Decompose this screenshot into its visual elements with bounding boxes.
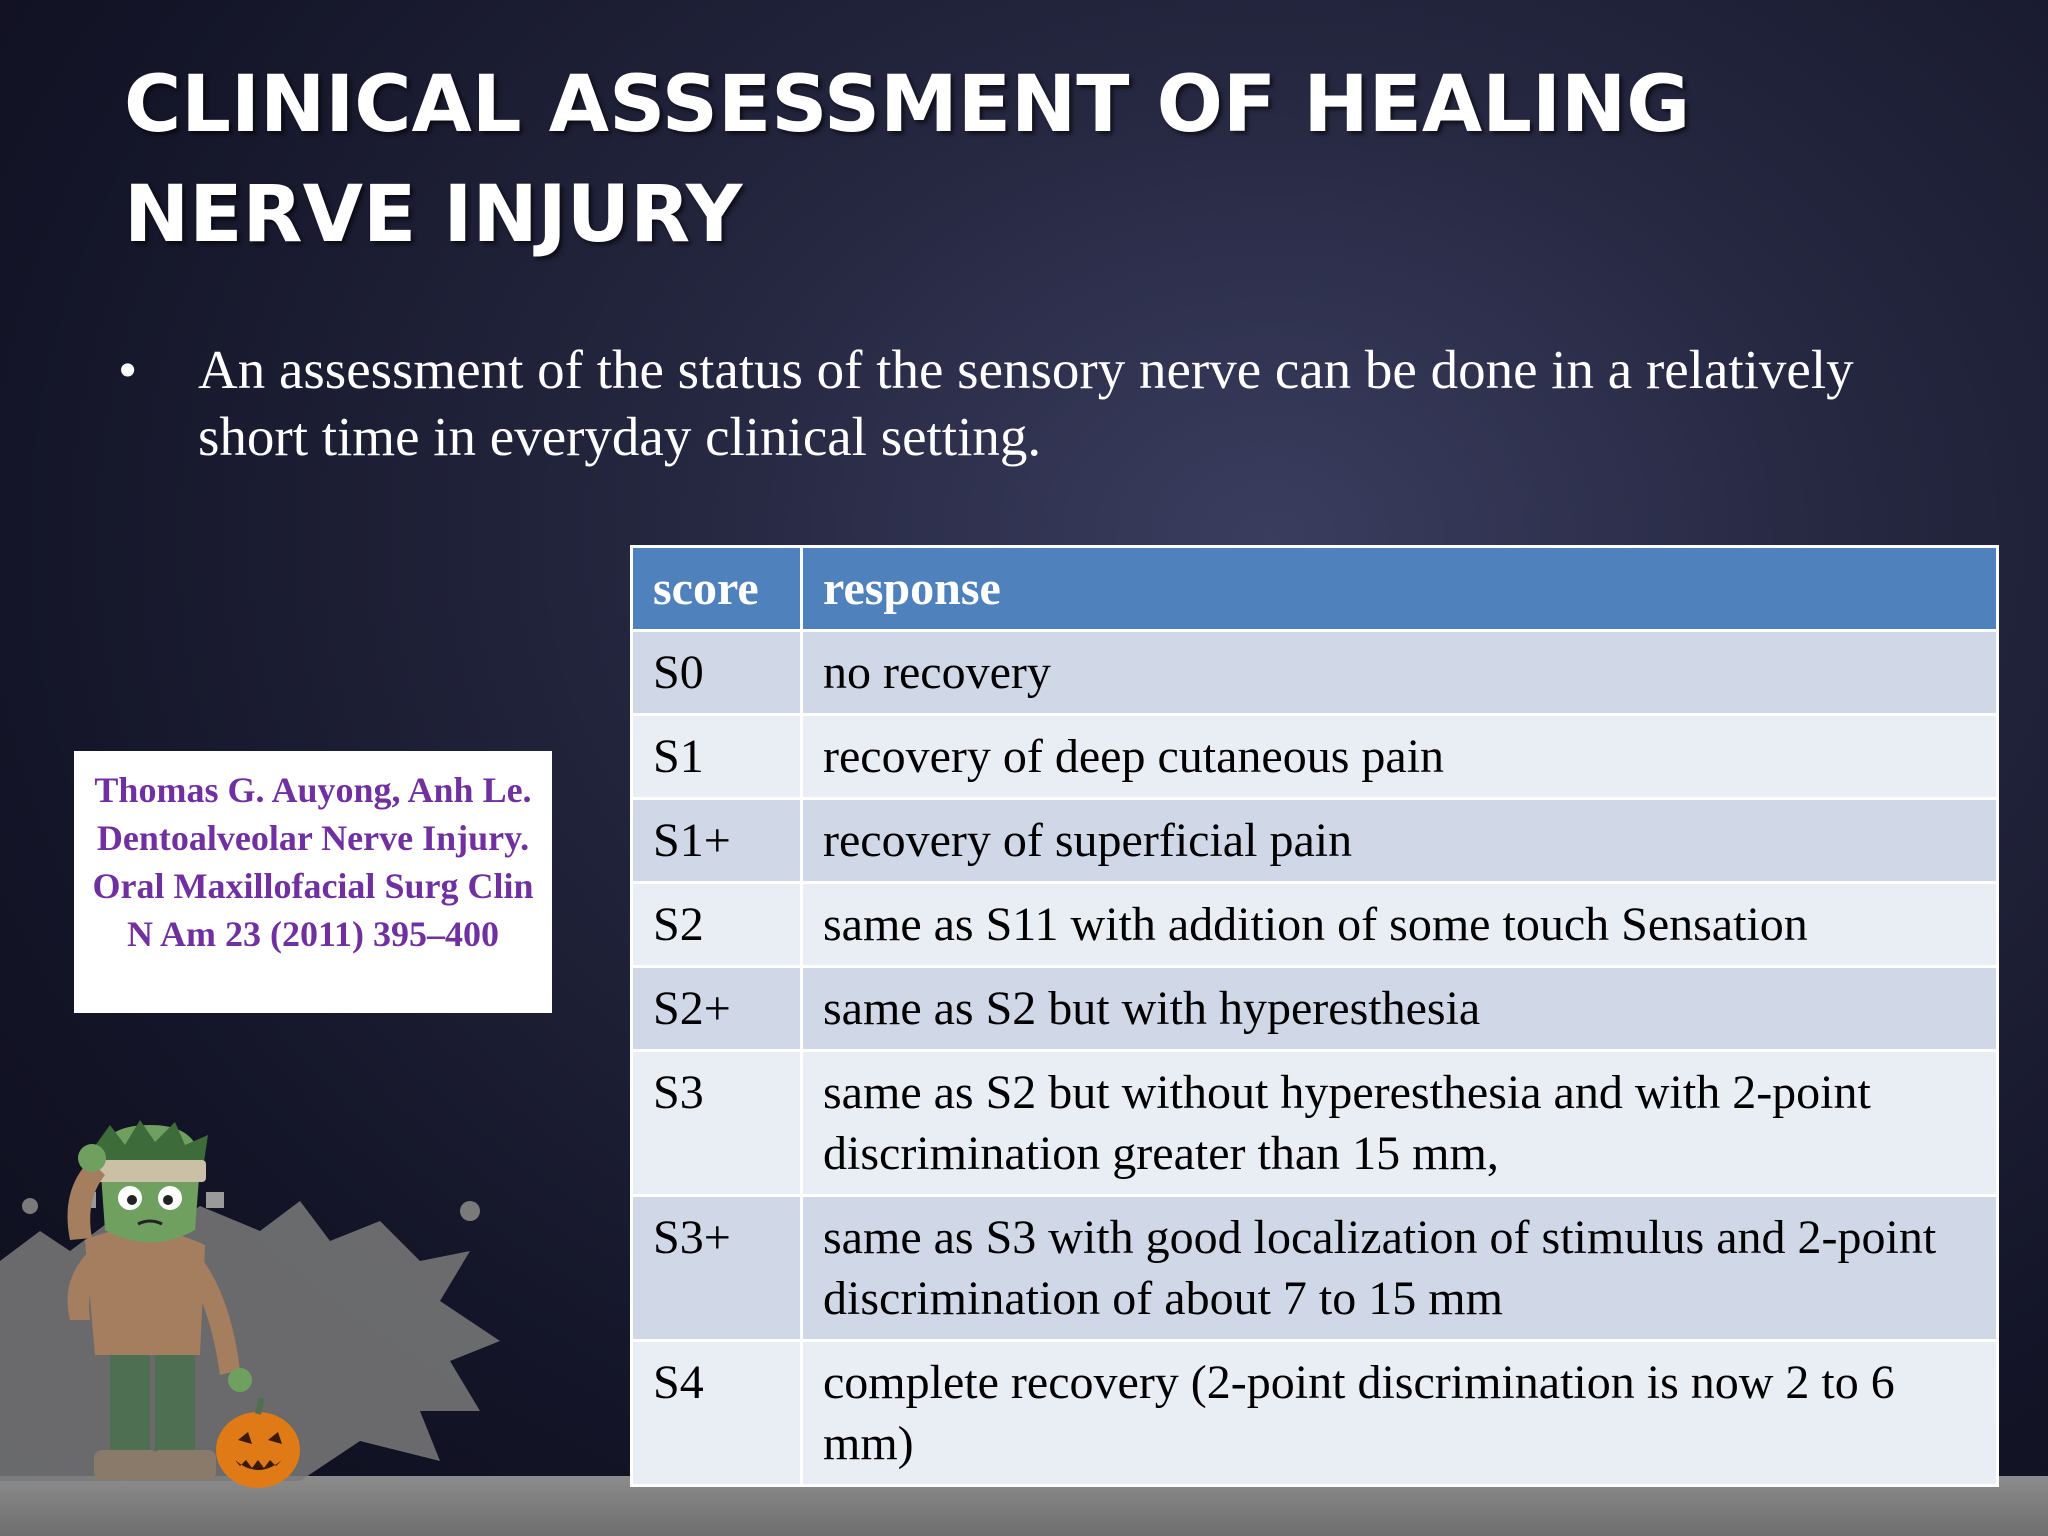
table-row <box>632 631 1998 715</box>
slide-title <box>124 50 1924 270</box>
slide-title-line-1: CLINICAL ASSESSMENT OF HEALING <box>124 60 1691 150</box>
bullet-text: An assessment of the status of the sensory nerve can be done in a relatively short time in everyday clinical setting. <box>198 339 1854 467</box>
table-row <box>632 715 1998 799</box>
table-row <box>632 1051 1998 1196</box>
table-row <box>632 799 1998 883</box>
response-cell: recovery of deep cutaneous pain <box>802 715 1998 799</box>
cartoon-monster-illustration <box>30 1120 330 1510</box>
response-cell: same as S2 but without hyperesthesia and with 2-point discrimination greater than 15 mm, <box>802 1051 1998 1196</box>
score-cell: S2 <box>632 883 802 967</box>
response-cell: no recovery <box>802 631 1998 715</box>
score-cell: S2+ <box>632 967 802 1051</box>
score-cell: S0 <box>632 631 802 715</box>
response-cell: same as S2 but with hyperesthesia <box>802 967 1998 1051</box>
slide-title-line-2: NERVE INJURY <box>124 170 743 260</box>
table-row <box>632 1196 1998 1341</box>
response-cell: same as S11 with addition of some touch Sensation <box>802 883 1998 967</box>
citation-box: Thomas G. Auyong, Anh Le. Dentoalveolar Nerve Injury. Oral Maxillofacial Surg Clin N Am 23 (2011) 395–400 <box>74 751 552 1013</box>
column-header-response: response <box>802 547 1998 631</box>
table-header-row <box>632 547 1998 631</box>
score-cell: S3 <box>632 1051 802 1196</box>
response-cell: complete recovery (2-point discrimination is now 2 to 6 mm) <box>802 1341 1998 1486</box>
bullet-point <box>118 336 1938 470</box>
sensory-score-table <box>630 545 1999 1487</box>
column-header-score: score <box>632 547 802 631</box>
score-cell: S4 <box>632 1341 802 1486</box>
bullet-icon: • <box>118 339 138 400</box>
table-row <box>632 883 1998 967</box>
score-cell: S3+ <box>632 1196 802 1341</box>
table-row <box>632 967 1998 1051</box>
table-row <box>632 1341 1998 1486</box>
score-cell: S1+ <box>632 799 802 883</box>
score-cell: S1 <box>632 715 802 799</box>
response-cell: recovery of superficial pain <box>802 799 1998 883</box>
response-cell: same as S3 with good localization of stimulus and 2-point discrimination of about 7 to 15 mm <box>802 1196 1998 1341</box>
